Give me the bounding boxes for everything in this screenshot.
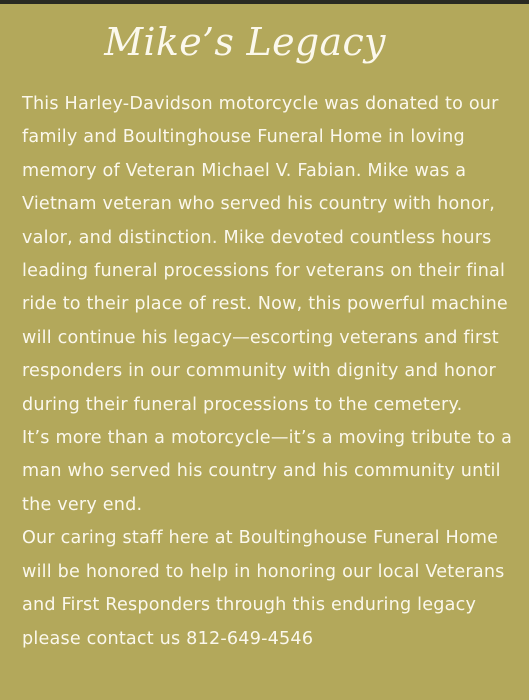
paragraph-contact: Our caring staff here at Boultinghouse Funeral Home will be honored to help in honoring our local Veterans and First Responders through this enduring legacy please contact us 812-649-4546 xyxy=(22,528,505,649)
legacy-text xyxy=(22,88,522,656)
page-title: Mike’s Legacy xyxy=(104,20,386,64)
paragraph-tribute: It’s more than a motorcycle—it’s a moving tribute to a man who served his country and his community until the very end. xyxy=(22,428,513,515)
paragraph-donation: This Harley-Davidson motorcycle was donated to our family and Boultinghouse Funeral Home in loving memory of Veteran Michael V. Fabian. Mike was a Vietnam veteran who served his country with honor, valor, and distinction. Mike devoted countless hours leading funeral processions for veterans on their final ride to their place of rest. Now, this powerful machine will continue his legacy—escorting veterans and first responders in our community with dignity and honor during their funeral processions to the cemetery. xyxy=(22,94,508,415)
